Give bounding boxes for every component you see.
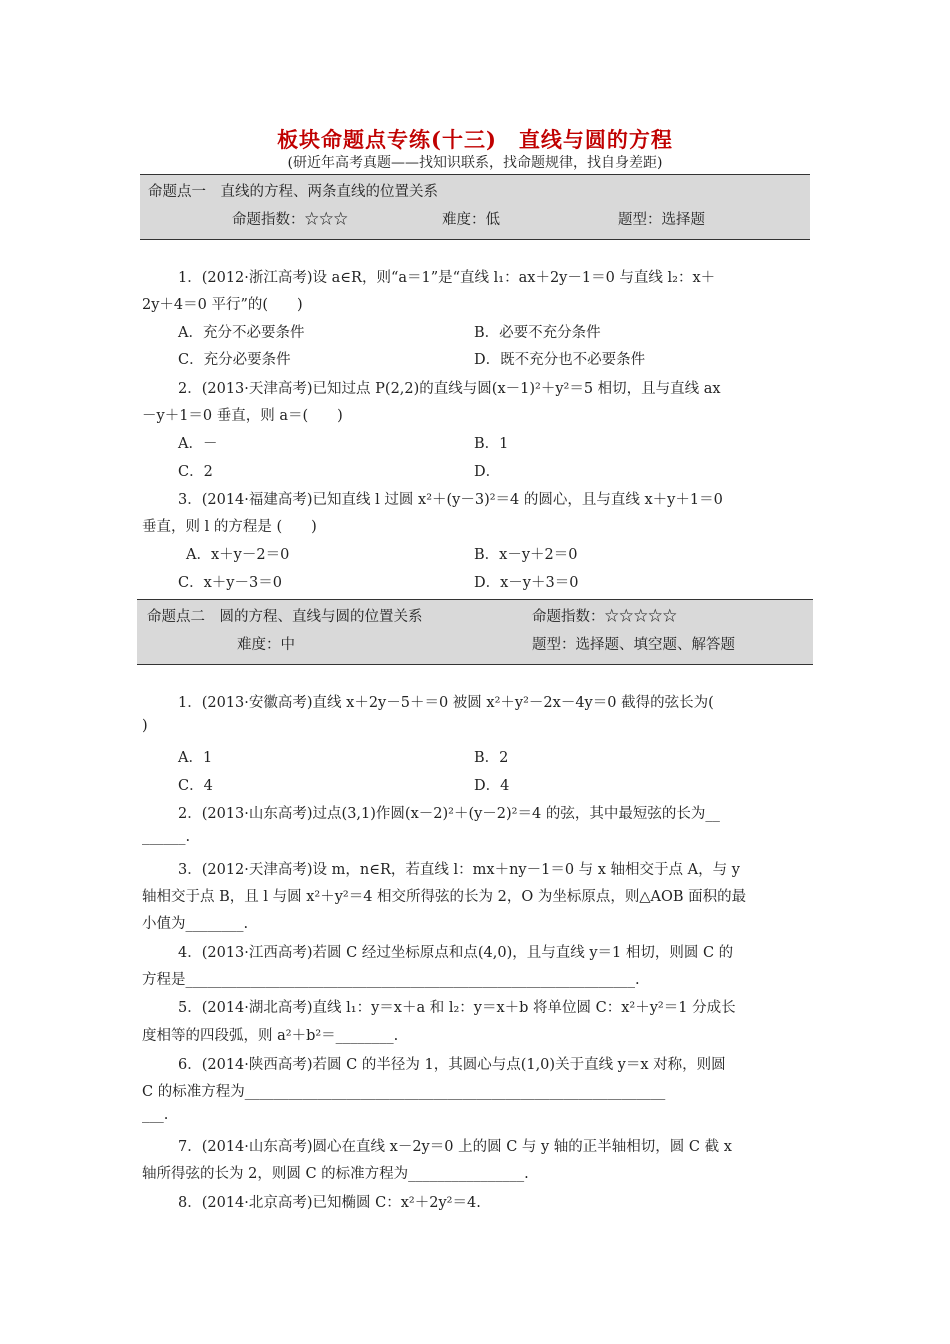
section-2-header [137,599,813,665]
s2-q4-line1: 4．(2013·江西高考)若圆 C 经过坐标原点和点(4,0)，且与直线 y＝1 相切，则圆 C 的 [178,945,734,961]
s2-q1-line2: ) [142,718,148,734]
s2-q5-line1: 5．(2014·湖北高考)直线 l₁：y＝x＋a 和 l₂：y＝x＋b 将单位圆 C：x²＋y²＝1 分成长 [178,1000,736,1016]
s1-q1-option-c: C．充分必要条件 [178,352,291,368]
section-2-difficulty: 难度：中 [237,637,295,653]
s2-q8-line1: 8．(2014·北京高考)已知椭圆 C：x²＋2y²＝4. [178,1195,481,1211]
s1-q3-line2: 垂直，则 l 的方程是 ( ) [142,519,317,535]
section-1-type: 题型：选择题 [618,212,705,228]
s1-q2-option-c: C．2 [178,464,213,480]
section-2-index: 命题指数：☆☆☆☆☆ [532,609,677,625]
s2-q1-option-d: D．4 [474,778,510,794]
s1-q3-option-a: A．x＋y－2＝0 [186,547,290,563]
s2-q3-line3: 小值为________. [142,916,249,932]
s2-q1-option-c: C．4 [178,778,213,794]
s1-q1-option-a: A．充分不必要条件 [178,325,305,341]
s1-q3-line1: 3．(2014·福建高考)已知直线 l 过圆 x²＋(y－3)²＝4 的圆心，且与直线 x＋y＋1＝0 [178,492,723,508]
s2-q7-line1: 7．(2014·山东高考)圆心在直线 x－2y＝0 上的圆 C 与 y 轴的正半轴相切，圆 C 截 x [178,1139,732,1155]
s1-q2-option-b: B．1 [474,436,509,452]
s2-q1-option-b: B．2 [474,750,509,766]
s2-q6-line2: C 的标准方程为__________________________________________________________ [142,1084,666,1100]
section-1-header [140,174,810,240]
page-title: 板块命题点专练(十三) 直线与圆的方程 [277,127,673,152]
s1-q2-option-d: D． [474,464,501,480]
s2-q2-line1: 2．(2013·山东高考)过点(3,1)作圆(x－2)²＋(y－2)²＝4 的弦，其中最短弦的长为__ [178,806,720,822]
s1-q1-option-d: D．既不充分也不必要条件 [474,352,646,368]
s1-q1-line1: 1．(2012·浙江高考)设 a∈R，则“a＝1”是“直线 l₁：ax＋2y－1＝0 与直线 l₂：x＋ [178,270,716,286]
s1-q2-option-a: A．－ [178,436,218,452]
page-subtitle: (研近年高考真题——找知识联系，找命题规律，找自身差距) [287,155,663,171]
section-1-index: 命题指数：☆☆☆ [232,212,348,228]
s2-q6-line3: ___. [142,1107,169,1123]
s1-q1-option-b: B．必要不充分条件 [474,325,601,341]
section-2-type: 题型：选择题、填空题、解答题 [532,637,735,653]
s2-q3-line2: 轴相交于点 B，且 l 与圆 x²＋y²＝4 相交所得弦的长为 2，O 为坐标原点，则△AOB 面积的最 [142,889,747,905]
section-1-label: 命题点一 直线的方程、两条直线的位置关系 [148,184,438,200]
s1-q3-option-d: D．x－y＋3＝0 [474,575,579,591]
s2-q5-line2: 度相等的四段弧，则 a²＋b²＝________. [142,1028,399,1044]
section-2-label: 命题点二 圆的方程、直线与圆的位置关系 [147,609,423,625]
s2-q7-line2: 轴所得弦的长为 2，则圆 C 的标准方程为________________. [142,1166,529,1182]
s1-q2-line2: －y＋1＝0 垂直，则 a＝( ) [142,408,343,424]
s2-q3-line1: 3．(2012·天津高考)设 m，n∈R，若直线 l：mx＋ny－1＝0 与 x 轴相交于点 A，与 y [178,862,740,878]
s1-q3-option-b: B．x－y＋2＝0 [474,547,578,563]
s2-q1-line1: 1．(2013·安徽高考)直线 x＋2y－5＋＝0 被圆 x²＋y²－2x－4y＝0 截得的弦长为( [178,695,714,711]
section-1-difficulty: 难度：低 [442,212,500,228]
s2-q1-option-a: A．1 [178,750,213,766]
s1-q3-option-c: C．x＋y－3＝0 [178,575,282,591]
s1-q1-line2: 2y＋4＝0 平行”的( ) [142,297,303,313]
s2-q4-line2: 方程是______________________________________________________________. [142,972,640,988]
s2-q2-line2: ______. [142,829,191,845]
s2-q6-line1: 6．(2014·陕西高考)若圆 C 的半径为 1，其圆心与点(1,0)关于直线 y＝x 对称，则圆 [178,1057,726,1073]
s1-q2-line1: 2．(2013·天津高考)已知过点 P(2,2)的直线与圆(x－1)²＋y²＝5 相切，且与直线 ax [178,381,721,397]
